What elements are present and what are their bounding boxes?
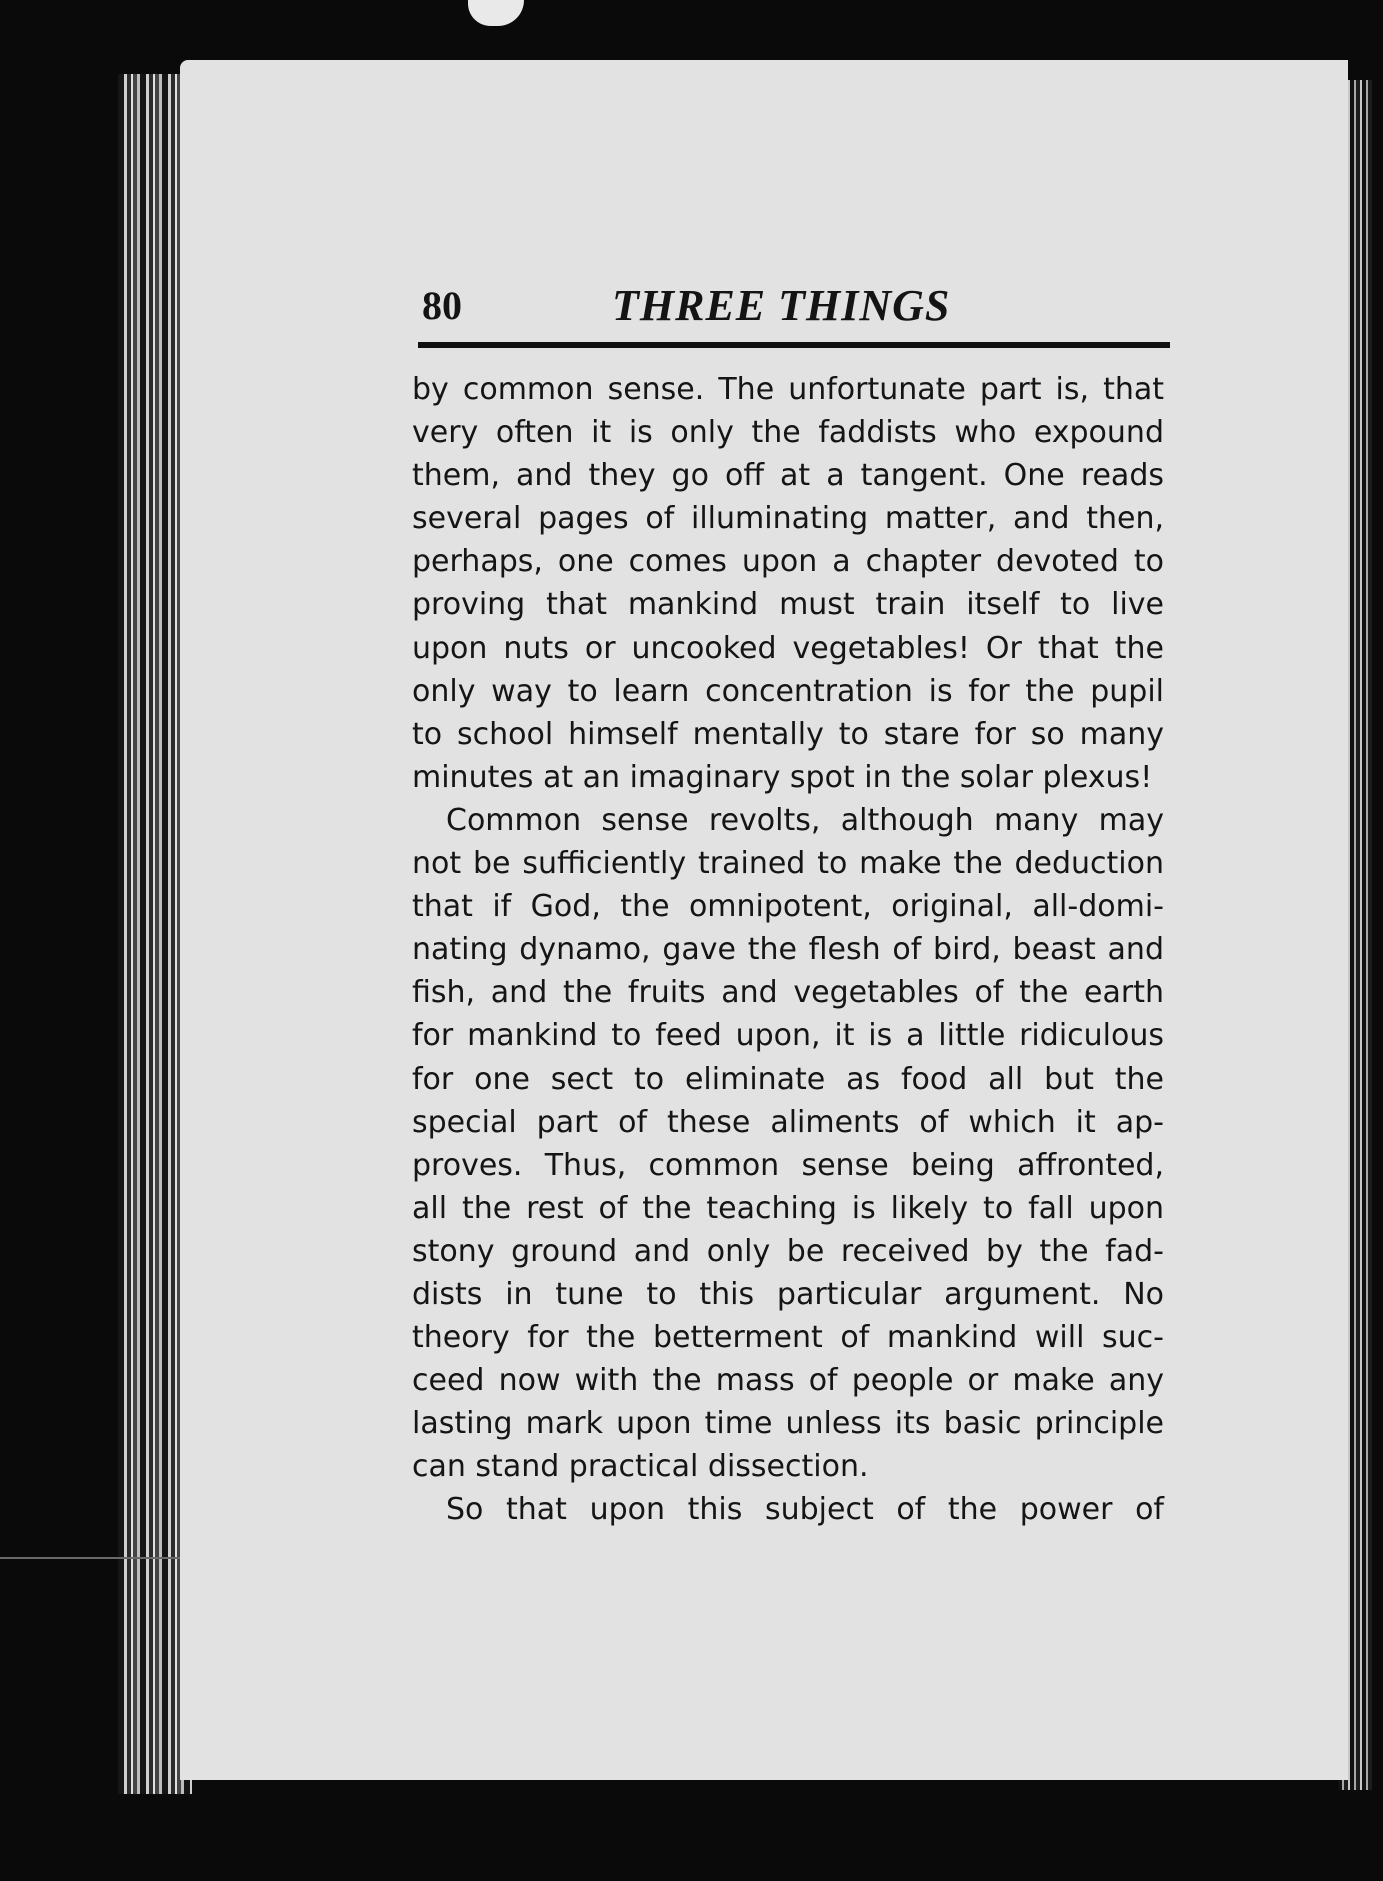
text-line: Common sense revolts, although many may xyxy=(446,802,1164,838)
text-line: stony ground and only be received by the fad- xyxy=(412,1233,1164,1269)
text-line: for one sect to eliminate as food all but the xyxy=(412,1061,1164,1097)
text-line: fish, and the fruits and vegetables of the earth xyxy=(412,975,1164,1011)
text-line: minutes at an imaginary spot in the solar plexus! xyxy=(412,759,1153,795)
header-rule xyxy=(418,342,1170,348)
text-line: to school himself mentally to stare for so many xyxy=(412,716,1164,752)
text-line: theory for the betterment of mankind will suc- xyxy=(412,1320,1164,1356)
text-line: proving that mankind must train itself to live xyxy=(412,587,1164,623)
text-line: all the rest of the teaching is likely to fall upon xyxy=(412,1190,1164,1226)
text-line: special part of these aliments of which it ap- xyxy=(412,1104,1164,1140)
text-line: can stand practical dissection. xyxy=(412,1449,869,1485)
text-line: that if God, the omnipotent, original, all-domi- xyxy=(412,889,1164,925)
text-line: lasting mark upon time unless its basic principle xyxy=(412,1406,1164,1442)
text-line: dists in tune to this particular argument. No xyxy=(412,1276,1164,1312)
body-text xyxy=(412,368,1164,1532)
scan-artifact-line xyxy=(0,1557,190,1559)
text-line: ceed now with the mass of people or make any xyxy=(412,1363,1164,1399)
text-line: by common sense. The unfortunate part is, that xyxy=(412,372,1164,407)
text-line: only way to learn concentration is for the pupil xyxy=(412,673,1164,709)
text-line: So that upon this subject of the power of xyxy=(446,1492,1164,1528)
text-line: not be sufficiently trained to make the deduction xyxy=(412,846,1164,882)
running-title: THREE THINGS xyxy=(612,281,951,330)
text-line: them, and they go off at a tangent. One reads xyxy=(412,458,1164,494)
scan-artifact xyxy=(468,0,524,26)
text-line: proves. Thus, common sense being affronted, xyxy=(412,1147,1164,1183)
text-line: for mankind to feed upon, it is a little ridiculous xyxy=(412,1018,1164,1054)
text-line: upon nuts or uncooked vegetables! Or that the xyxy=(412,630,1164,666)
page-header xyxy=(416,270,1168,332)
page-number: 80 xyxy=(422,283,462,328)
text-line: perhaps, one comes upon a chapter devoted to xyxy=(412,544,1164,580)
text-line: very often it is only the faddists who expound xyxy=(412,415,1164,451)
text-line: several pages of illuminating matter, and then, xyxy=(412,501,1164,537)
text-line: nating dynamo, gave the flesh of bird, beast and xyxy=(412,932,1164,968)
